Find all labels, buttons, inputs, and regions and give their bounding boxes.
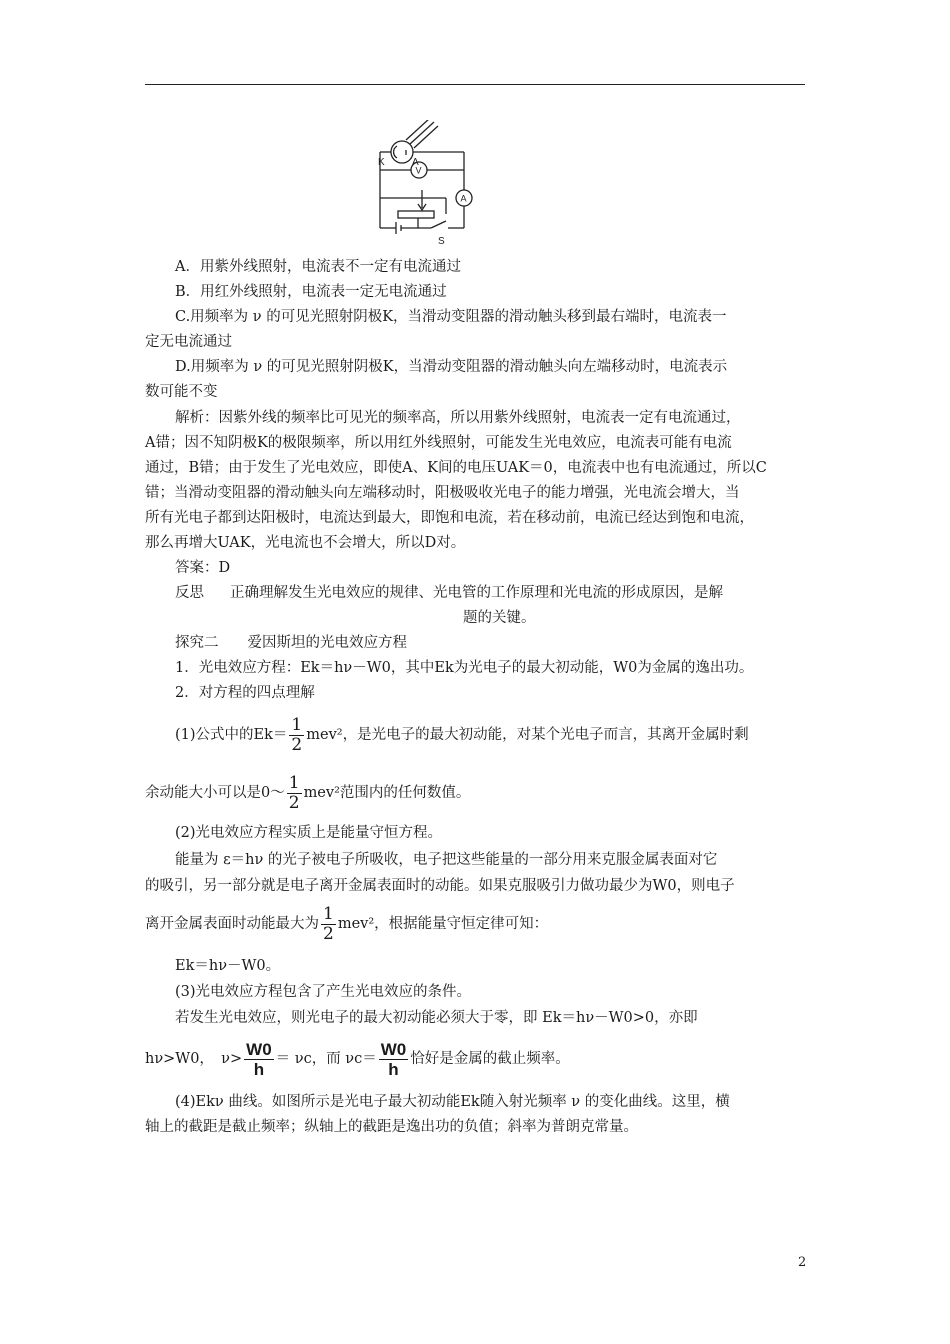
analysis-line: 解析：因紫外线的频率比可见光的频率高，所以用紫外线照射，电流表一定有电流通过， bbox=[175, 410, 741, 426]
slider-arrow bbox=[418, 190, 426, 210]
option-b: B．用红外线照射，电流表一定无电流通过 bbox=[175, 284, 447, 300]
paragraph-4: (3)光电效应方程包含了产生光电效应的条件。 bbox=[175, 984, 472, 1000]
analysis-line: 所有光电子都到达阳极时，电流达到最大，即饱和电流，若在移动前，电流已经达到饱和电流， bbox=[145, 510, 754, 526]
paragraph-1-line2: 余动能大小可以是0～ $\frac{1}{2}$ mev²范围内的任何数值。 bbox=[145, 772, 471, 813]
phototube-circuit-diagram bbox=[376, 120, 482, 248]
page-number: 2 bbox=[798, 1255, 807, 1270]
paragraph-3-line3: 离开金属表面时动能最大为 $\frac{1}{2}$ mev²，根据能量守恒定律可知： bbox=[145, 903, 549, 944]
phototube bbox=[391, 141, 413, 163]
switch bbox=[431, 221, 446, 228]
fraction-w0-over-h: $\frac{W0}{h}$ bbox=[246, 1039, 272, 1079]
analysis-line: 错；当滑动变阻器的滑动触头向左端移动时，阳极吸收光电子的能力增强，光电流会增大，当 bbox=[145, 485, 740, 501]
analysis-line: 通过，B错；由于发生了光电效应，即使A、K间的电压UAK＝0，电流表中也有电流通过，所以C bbox=[145, 460, 767, 476]
paragraph-3-line1: 能量为 ε＝hν 的光子被电子所吸收，电子把这些能量的一部分用来克服金属表面对它 bbox=[175, 852, 718, 868]
cathode bbox=[394, 146, 397, 158]
reflection-label: 反思 bbox=[175, 585, 204, 601]
item-1-equation: 1．光电效应方程：Ek＝hν－W0，其中Ek为光电子的最大初动能，W0为金属的逸出功。 bbox=[175, 660, 754, 676]
energy-equation: Ek＝hν－W0。 bbox=[175, 958, 281, 974]
paragraph-2: (2)光电效应方程实质上是能量守恒方程。 bbox=[175, 825, 443, 841]
answer: 答案：D bbox=[175, 560, 231, 576]
option-a: A．用紫外线照射，电流表不一定有电流通过 bbox=[175, 259, 461, 275]
fraction-one-half: $\frac{1}{2}$ bbox=[288, 772, 300, 813]
analysis-line: A错；因不知阴极K的极限频率，所以用红外线照射，可能发生光电效应，电流表可能有电流 bbox=[145, 435, 732, 451]
option-c-line2: 定无电流通过 bbox=[145, 334, 232, 350]
reflection bbox=[145, 583, 840, 603]
label-A: A bbox=[412, 157, 419, 168]
fraction-one-half: $\frac{1}{2}$ bbox=[323, 903, 334, 944]
label-V: V bbox=[415, 165, 422, 176]
section-title: 探究二 爱因斯坦的光电效应方程 bbox=[175, 635, 407, 651]
rheostat bbox=[398, 211, 434, 218]
paragraph-5-line1: 若发生光电效应，则光电子的最大初动能必须大于零，即 Ek＝hν－W0>0，亦即 bbox=[175, 1010, 698, 1026]
paragraph-1-line1: (1)公式中的Ek＝ $\frac{1}{2}$ mev²，是光电子的最大初动能，对某个光电子而言，其离开金属时剩 bbox=[175, 714, 749, 755]
header-rule bbox=[145, 84, 805, 85]
reflection-text: 正确理解发生光电效应的规律、光电管的工作原理和光电流的形成原因，是解 bbox=[230, 585, 723, 601]
reflection-line2: 题的关键。 bbox=[463, 610, 536, 626]
label-S: S bbox=[438, 236, 445, 247]
paragraph-5-line2: hν>W0， ν> $\frac{W0}{h}$ ＝ νc，而 νc＝ $\frac{W0}{h}$ 恰好是金属的截止频率。 bbox=[145, 1039, 570, 1079]
option-d-line2: 数可能不变 bbox=[145, 384, 218, 400]
item-2: 2．对方程的四点理解 bbox=[175, 685, 315, 701]
paragraph-3-line2: 的吸引，另一部分就是电子离开金属表面时的动能。如果克服吸引力做功最少为W0，则电子 bbox=[145, 878, 735, 894]
fraction-w0-over-h: $\frac{W0}{h}$ bbox=[380, 1039, 407, 1079]
option-d-line1: D.用频率为 ν 的可见光照射阴极K，当滑动变阻器的滑动触头向左端移动时，电流表示 bbox=[175, 359, 728, 375]
option-c-line1: C.用频率为 ν 的可见光照射阴极K，当滑动变阻器的滑动触头移到最右端时，电流表一 bbox=[175, 309, 727, 325]
paragraph-6-line2: 轴上的截距是截止频率；纵轴上的截距是逸出功的负值；斜率为普朗克常量。 bbox=[145, 1119, 638, 1135]
paragraph-6-line1: (4)Ekν 曲线。如图所示是光电子最大初动能Ek随入射光频率 ν 的变化曲线。这里，横 bbox=[175, 1094, 730, 1110]
label-meter-A: A bbox=[460, 193, 467, 204]
analysis-line: 那么再增大UAK，光电流也不会增大，所以D对。 bbox=[145, 535, 466, 551]
label-K: K bbox=[378, 157, 385, 168]
fraction-one-half: $\frac{1}{2}$ bbox=[291, 714, 303, 755]
